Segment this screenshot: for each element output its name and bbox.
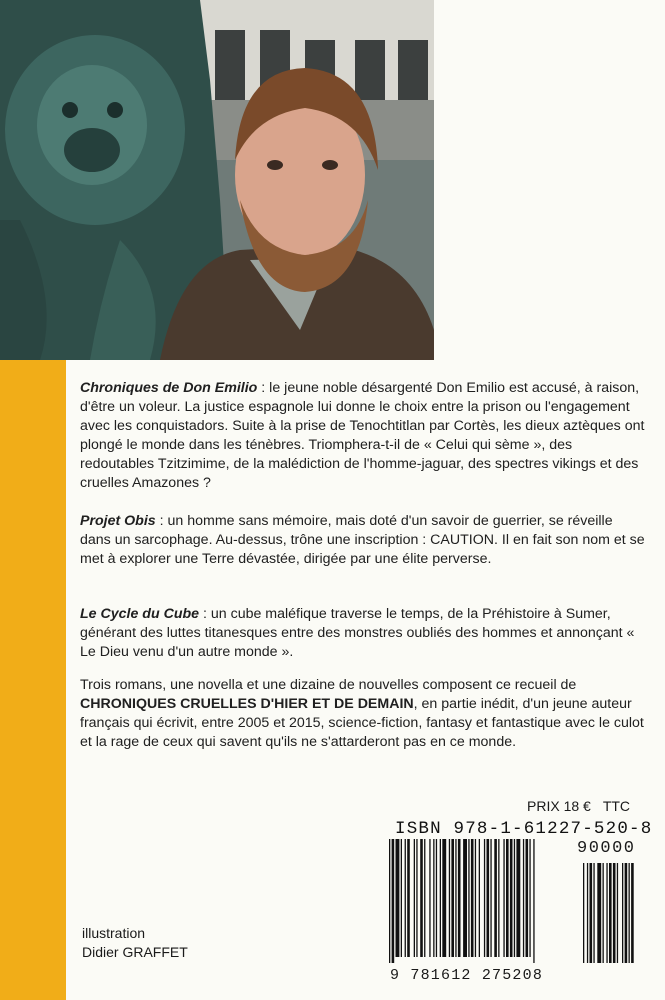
barcode-bar (451, 839, 454, 957)
collection-title: CHRONIQUES CRUELLES D'HIER ET DE DEMAIN (80, 696, 414, 712)
barcode-addon-bar (597, 863, 601, 963)
barcode-addon-bar (593, 863, 594, 963)
barcode-addon-bar (609, 863, 612, 963)
author-photo (0, 0, 434, 360)
barcode-bar (407, 839, 410, 957)
barcode-bar (449, 839, 450, 957)
barcode-bar (436, 839, 437, 957)
barcode-addon-bar (625, 863, 628, 963)
price-label (527, 798, 630, 814)
barcode-bar (458, 839, 461, 957)
blurb-title: Projet Obis (80, 513, 156, 529)
barcode-addon-bar (622, 863, 623, 963)
barcode-bar (498, 839, 499, 957)
barcode-addon-bar (590, 863, 593, 963)
barcode-bar (503, 839, 504, 957)
barcode-addon-bar (583, 863, 584, 963)
barcode-bar (479, 839, 480, 957)
barcode-bar (490, 839, 491, 957)
barcode-bar (533, 839, 534, 963)
blurb-projet-obis (80, 512, 646, 569)
barcode-bar (429, 839, 430, 957)
barcode-bar (463, 839, 467, 957)
barcode-bar (529, 839, 530, 957)
barcode-bar (510, 839, 513, 957)
credit-label: illustration (82, 925, 146, 941)
barcode-bar (514, 839, 515, 957)
barcode-bar (468, 839, 469, 957)
barcode-bar (484, 839, 485, 957)
blurb-text: : un cube maléfique traverse le temps, de la Préhistoire à Sumer, générant des luttes titanesques entre des monstres oubliés des hommes et annonçant « Le Dieu venu d'un autre monde ». (80, 606, 635, 660)
barcode-addon: 90000 (577, 839, 636, 858)
barcode-addon-bar (606, 863, 607, 963)
barcode-bar (455, 839, 456, 957)
barcode-bar (392, 839, 395, 963)
blurb-cycle-du-cube (80, 605, 646, 662)
barcode-bar (416, 839, 417, 957)
barcode-bar (420, 839, 423, 957)
barcode-digits: 9 781612 275208 (390, 967, 544, 984)
blurb-title: Chroniques de Don Emilio (80, 380, 258, 396)
barcode-bar (506, 839, 509, 957)
barcode-bar (424, 839, 425, 957)
barcode-bar (471, 839, 474, 957)
barcode-bar (475, 839, 476, 957)
barcode-bar (401, 839, 402, 957)
barcode-bar (494, 839, 497, 957)
blurb-title: Le Cycle du Cube (80, 606, 200, 622)
price-tax: TTC (602, 798, 631, 814)
price-value: PRIX 18 € (527, 798, 591, 814)
barcode-bar (396, 839, 400, 957)
credit-name: Didier GRAFFET (82, 944, 188, 960)
summary-text-after: , en partie inédit, d'un jeune auteur français qui écrivit, entre 2005 et 2015, science-fiction, fantasy et fantastique avec le culot et la rage de ceux qui savent qu'ils ne s'attarderont pas en ce monde. (80, 696, 644, 750)
illustration-credit (82, 924, 188, 962)
summary-paragraph (80, 676, 646, 752)
barcode-addon-bar (587, 863, 588, 963)
blurb-text: : un homme sans mémoire, mais doté d'un savoir de guerrier, se réveille dans un sarcophage. Au-dessus, trône une inscription : CAUTION. Il en fait son nom et se met à explorer une Terre dévastée, dirigée par une élite perverse. (80, 513, 645, 567)
barcode-addon-bar (603, 863, 604, 963)
blurb-don-emilio (80, 379, 646, 493)
yellow-band-lower (0, 360, 66, 1000)
barcode-bar (526, 839, 529, 957)
barcode-bar (389, 839, 390, 963)
barcode-bar (405, 839, 406, 957)
barcode-bar (414, 839, 415, 957)
barcode-addon-bar (613, 863, 616, 963)
author-portrait-with-lion-statue-icon (0, 0, 434, 360)
barcode-bar (487, 839, 490, 957)
barcode-bar (442, 839, 446, 957)
blurb-text: : le jeune noble désargenté Don Emilio est accusé, à raison, d'être un voleur. La justice espagnole lui donne le choix entre la prison ou l'engagement avec les conquistadors. Suite à la prise de Tenochtitlan par Cortès, les dieux aztèques ont plongé le monde dans les ténèbres. Triomphera-t-il de « Celui qui sème », des redoutables Tzitzimime, de la malédiction de l'homme-jaguar, des spectres vikings et des cruelles Amazones ? (80, 380, 645, 491)
barcode-bar (440, 839, 441, 957)
summary-text-before: Trois romans, une novella et une dizaine de nouvelles composent ce recueil de (80, 677, 577, 693)
barcode-bar (523, 839, 524, 957)
barcode-bar (516, 839, 520, 957)
barcode-addon-bar (629, 863, 630, 963)
barcode-bar (433, 839, 434, 957)
barcode-addon-bar (631, 863, 634, 963)
isbn-text: ISBN 978-1-61227-520-8 (395, 819, 653, 839)
barcode-addon-bar (617, 863, 618, 963)
